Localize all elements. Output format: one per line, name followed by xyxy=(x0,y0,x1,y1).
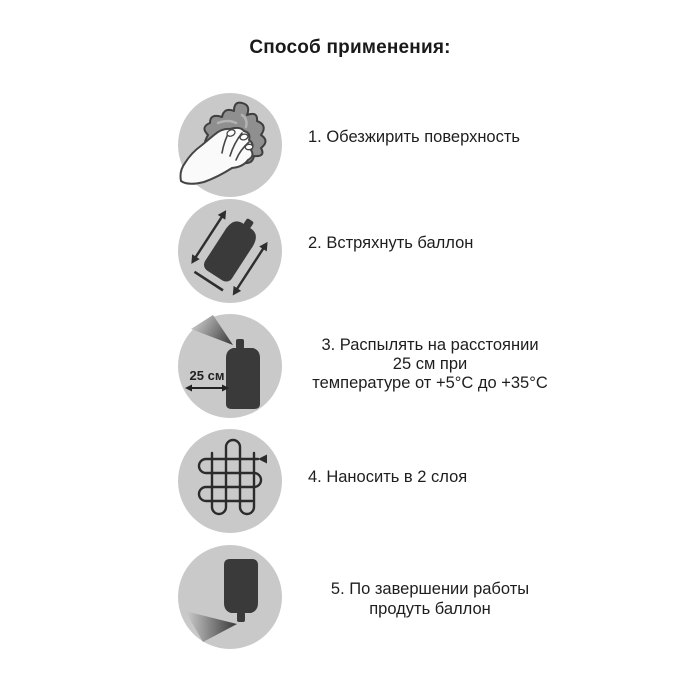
step-text-line: продуть баллон xyxy=(369,600,491,618)
step-text-line: 5. По завершении работы xyxy=(330,580,530,598)
shake-can-icon xyxy=(178,199,282,303)
spray-distance-icon xyxy=(178,314,282,418)
step-text-line: 4. Наносить в 2 слоя xyxy=(308,468,468,486)
crosshatch-spray-pattern-icon xyxy=(178,429,282,533)
crosshatch-spray-pattern-graphic xyxy=(178,429,282,533)
step-text-line: 3. Распылять на расстоянии xyxy=(321,336,539,354)
step-text-line: 1. Обезжирить поверхность xyxy=(308,128,521,146)
hand-wiping-surface-graphic xyxy=(178,93,282,197)
spray-distance-graphic xyxy=(178,314,282,418)
step-1-text xyxy=(308,127,520,147)
shake-can-graphic xyxy=(178,199,282,303)
page-title: Способ применения: xyxy=(249,37,451,58)
hand-wiping-surface-icon xyxy=(178,93,282,197)
step-text-line: 25 см при xyxy=(392,355,468,373)
purge-can-graphic xyxy=(178,545,282,649)
step-2-text xyxy=(308,233,473,253)
step-3-text xyxy=(299,336,561,393)
step-4-text xyxy=(308,467,467,487)
purge-can-upside-down-icon xyxy=(178,545,282,649)
distance-label: 25 см xyxy=(189,368,225,383)
step-5-text xyxy=(299,579,561,619)
step-text-line: 2. Встряхнуть баллон xyxy=(308,234,474,252)
step-text-line: температуре от +5°С до +35°С xyxy=(312,374,548,392)
